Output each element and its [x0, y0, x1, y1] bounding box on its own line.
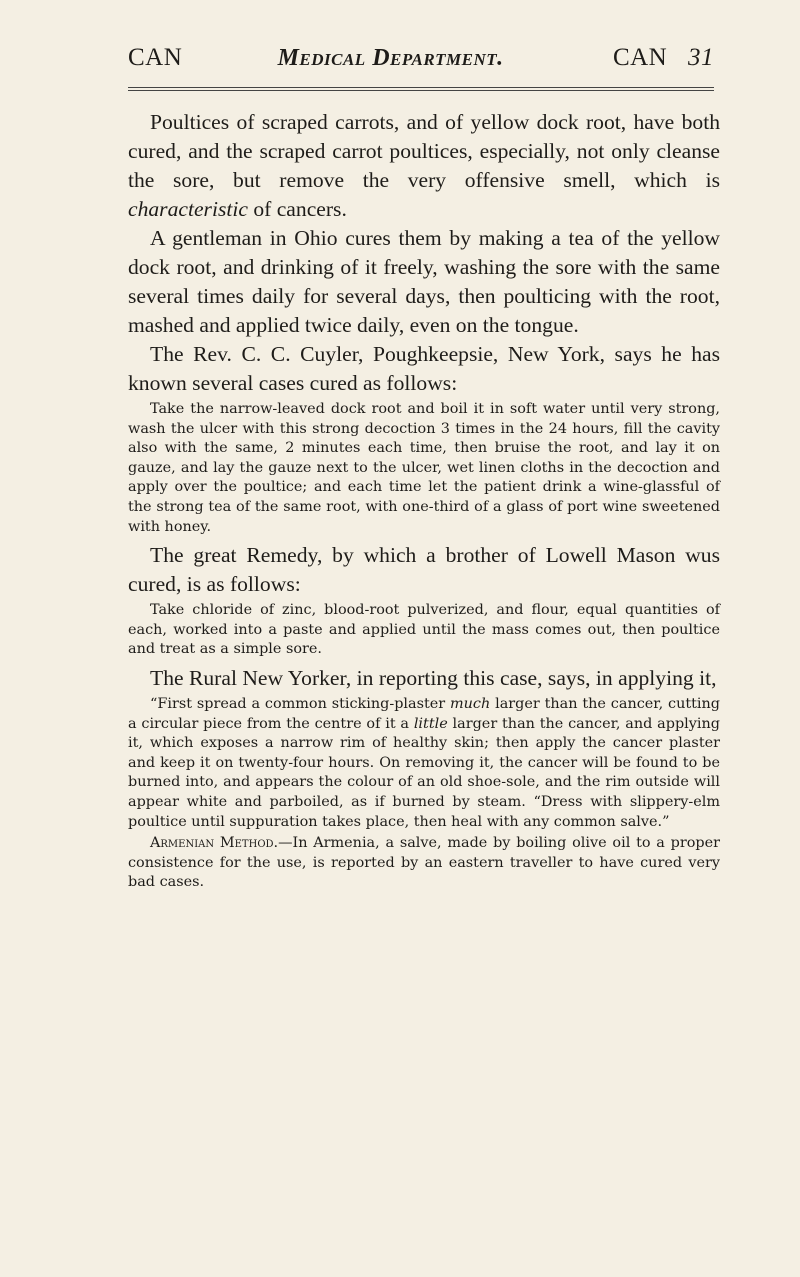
header-right-group — [599, 44, 714, 72]
text-run: —In Armenia, a salve, made by boiling olive oil to a proper consistence for the use, is reported by an eastern traveller to have cured very bad cases. — [128, 835, 720, 891]
paragraph-ohio-gentleman: A gentleman in Ohio cures them by making a tea of the yellow dock root, and drinking of it freely, washing the sore with the same several times daily for several days, then poulticing with the root, mashed and applied twice daily, even on the tongue. — [128, 226, 720, 337]
paragraph-armenian-method — [128, 834, 720, 893]
text-run: of cancers. — [247, 197, 347, 221]
quote-plaster-instructions — [128, 695, 720, 832]
header-rule — [128, 87, 714, 91]
page-number: 31 — [687, 44, 714, 71]
paragraph-great-remedy: The great Remedy, by which a brother of Lowell Mason wus cured, is as follows: — [128, 543, 720, 597]
header-title: Medical Department. — [277, 45, 504, 71]
paragraph-rural-new-yorker: The Rural New Yorker, in reporting this case, says, in applying it, — [150, 665, 717, 690]
emphasis: characteristic — [128, 197, 248, 221]
running-header — [128, 44, 714, 80]
text-run: “First spread a common sticking-plaster — [150, 695, 451, 712]
text-run: Poultices of scraped carrots, and of yellow dock root, have both cured, and the scraped carrot poultices, especially, not only cleanse the sore, but remove the very offensive smell, which is — [128, 110, 720, 192]
text-run: larger than the cancer, cutting a circular piece from the centre of it a — [128, 695, 720, 732]
recipe-zinc-paste: Take chloride of zinc, blood-root pulverized, and flour, equal quantities of each, worked into a paste and applied until the mass comes out, then poultice and treat as a simple sore. — [128, 602, 720, 658]
recipe-dock-root: Take the narrow-leaved dock root and boil it in soft water until very strong, wash the ulcer with this strong decoction 3 times in the 24 hours, fill the cavity also with the same, 2 minutes each time, then bruise the root, and lay it on gauze, and lay the gauze next to the ulcer, wet linen cloths in the decoction and apply over the poultice; and each time let the patient drink a wine-glassful of the strong tea of the same root, with one-third of a glass of port wine sweetened with honey. — [128, 401, 720, 535]
header-right-word: CAN — [612, 44, 668, 71]
header-left-word: CAN — [128, 44, 183, 71]
text-run: larger than the cancer, and applying it, which exposes a narrow rim of healthy skin; then apply the cancer plaster and keep it on twenty-four hours. On removing it, the cancer will be found to be burned into, and appears the colour of an old shoe-sole, and the rim outside will appear white and parboiled, as if burned by steam. “Dress with slippery-elm poultice until suppuration takes place, then heal with any common salve.” — [128, 715, 720, 830]
section-heading: Armenian Method. — [150, 835, 279, 852]
paragraph-carrot-poultices — [128, 108, 720, 224]
emphasis: much — [450, 695, 491, 712]
emphasis: little — [413, 715, 448, 732]
paragraph-rev-cuyler: The Rev. C. C. Cuyler, Poughkeepsie, New York, says he has known several cases cured as follows: — [128, 342, 720, 395]
page-body — [128, 108, 720, 893]
